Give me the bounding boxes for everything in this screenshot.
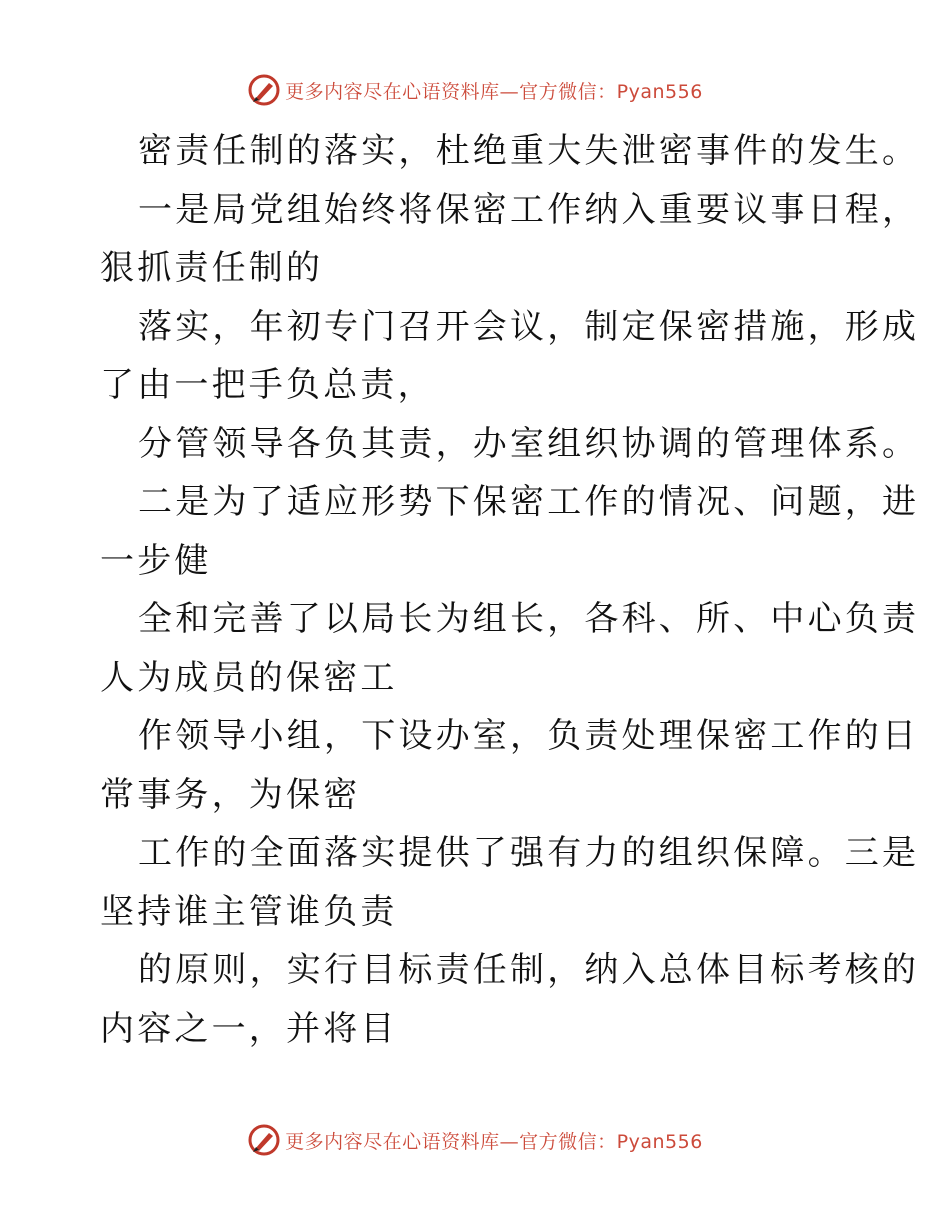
paragraph-line: 全和完善了以局长为组长，各科、所、中心负责 — [138, 599, 920, 639]
paragraph-line: 落实，年初专门召开会议，制定保密措施，形成 — [138, 306, 920, 347]
paragraph-line: 内容之一，并将目 — [100, 1008, 398, 1049]
paragraph-line: 人为成员的保密工 — [100, 657, 398, 698]
paragraph-line: 坚持谁主管谁负责 — [100, 891, 398, 932]
watermark-text: 更多内容尽在心语资料库—官方微信：Pyan556 — [285, 80, 703, 103]
paragraph-line: 了由一把手负总责， — [100, 365, 435, 405]
paragraph-line: 二是为了适应形势下保密工作的情况、问题，进 — [138, 482, 920, 522]
paragraph — [100, 941, 920, 1058]
document-body — [100, 122, 920, 1058]
paragraph — [100, 473, 920, 590]
paragraph — [100, 590, 920, 707]
paragraph-line: 的原则，实行目标责任制，纳入总体目标考核的 — [138, 950, 920, 990]
paragraph-line: 一步健 — [100, 540, 212, 581]
paragraph-line: 常事务，为保密 — [100, 774, 361, 815]
paragraph-line: 密责任制的落实，杜绝重大失泄密事件的发生。 — [138, 131, 920, 171]
paragraph — [100, 181, 920, 298]
paragraph-line: 作领导小组，下设办室，负责处理保密工作的日 — [138, 716, 920, 756]
paragraph-line: 一是局党组始终将保密工作纳入重要议事日程， — [138, 189, 920, 230]
paragraph — [100, 415, 920, 474]
paragraph-line: 狠抓责任制的 — [100, 248, 324, 288]
paragraph — [100, 298, 920, 415]
paragraph-line: 分管领导各负其责，办室组织协调的管理体系。 — [138, 423, 920, 464]
header-watermark — [0, 72, 950, 108]
pen-logo-icon — [247, 1123, 281, 1157]
paragraph-line: 工作的全面落实提供了强有力的组织保障。三是 — [138, 833, 920, 873]
pen-logo-icon — [247, 73, 281, 107]
paragraph — [100, 824, 920, 941]
paragraph — [100, 707, 920, 824]
watermark-text: 更多内容尽在心语资料库—官方微信：Pyan556 — [285, 1130, 703, 1153]
footer-watermark — [0, 1122, 950, 1158]
paragraph — [100, 122, 920, 181]
